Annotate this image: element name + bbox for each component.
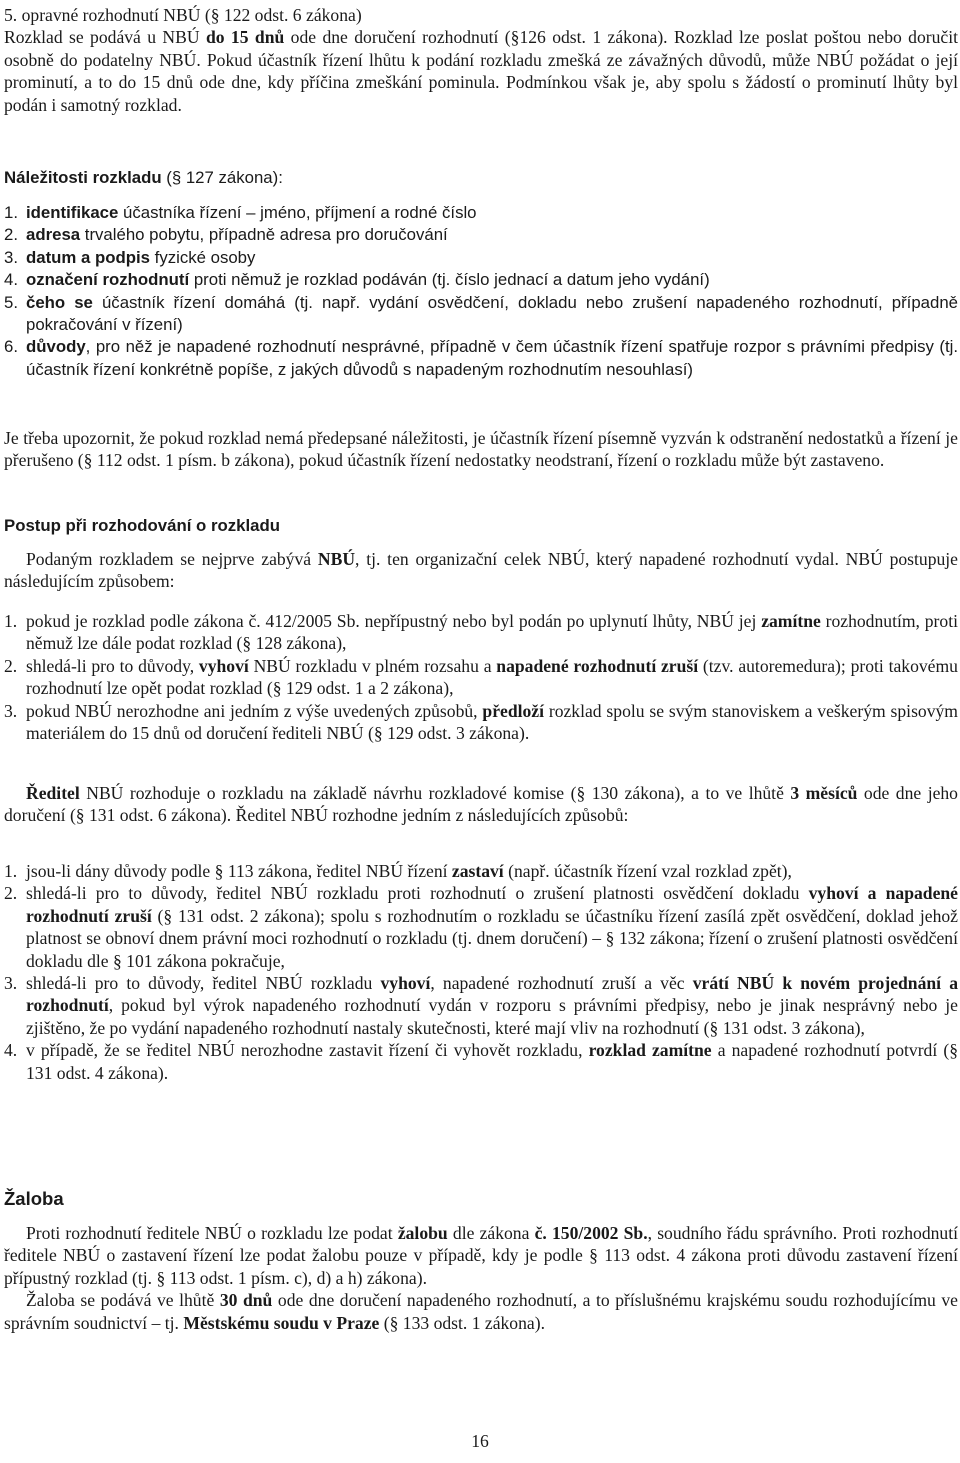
lawsuit-p2-b: 30 dnů — [219, 1290, 273, 1311]
appeal-section — [4, 4, 958, 116]
list-item-text: fyzické osoby — [150, 247, 256, 267]
lawsuit-p2-e: (§ 133 odst. 1 zákona). — [379, 1312, 545, 1333]
appeal-item-title — [4, 4, 958, 26]
list-item-keyword: adresa — [26, 225, 81, 245]
list-item-emphasis: předloží — [482, 700, 544, 721]
lawsuit-p1-d: č. 150/2002 Sb. — [534, 1223, 648, 1243]
list-item-text: jsou-li dány důvody podle § 113 zákona, ředitel NBÚ řízení — [26, 861, 452, 881]
list-item-text: , pro něž je napadené rozhodnutí nesprávné, případně v čem účastník řízení spatřuje rozpor s právními předpisy (tj. účastník řízení konkrétně popíše, z jakých důvodů s napadeným rozhodnutím nesouhlasí) — [26, 337, 958, 379]
procedure-intro-c: , tj. ten organizační celek NBÚ, který napadené rozhodnutí vydal. NBÚ postupuje následujícím způsobem: — [4, 549, 958, 592]
list-item-text: účastník řízení domáhá (tj. např. vydání osvědčení, dokladu nebo zrušení napadeného rozhodnutí, případně pokračování v řízení) — [26, 292, 959, 335]
list-item-text: NBÚ rozkladu v plném rozsahu a — [248, 655, 497, 676]
list-item-text: shledá-li pro to důvody, ředitel NBÚ rozkladu proti rozhodnutí o zrušení platnosti osvědčení dokladu — [26, 883, 809, 904]
procedure-intro-text — [4, 548, 958, 593]
procedure-section — [4, 515, 958, 537]
list-item — [4, 610, 958, 655]
requirements-list — [4, 202, 958, 381]
list-item-number: 2. — [4, 883, 18, 904]
lawsuit-p2-d: Městskému soudu v Praze — [183, 1312, 380, 1333]
list-item-emphasis: vyhoví a napadené rozhodnutí zruší — [26, 883, 958, 926]
procedure-intro — [4, 548, 958, 593]
director-text-d: ode dne jeho doručení (§ 131 odst. 6 zákona). Ředitel NBÚ rozhodne jedním z následujících způsobů: — [4, 783, 958, 826]
requirements-heading-rest: (§ 127 zákona): — [161, 168, 283, 187]
list-item-number: 2. — [4, 655, 18, 676]
requirements-note — [4, 427, 958, 472]
list-item-text: v případě, že se ředitel NBÚ nerozhodne zastavit řízení či vyhovět rozkladu, — [26, 1040, 589, 1061]
director-list — [4, 860, 958, 1084]
list-item-text: (§ 131 odst. 2 zákona); spolu s rozhodnutím o rozkladu se účastníku řízení zasílá zpět osvědčení, doklad jehož platnost se obnoví dnem právní moci rozhodnutí o rozkladu (tj. dnem doručení) – § 132 zákona; řízení o zrušení platnosti osvědčení dokladu dle § 101 zákona pokračuje, — [26, 905, 958, 971]
director-text-b: NBÚ rozhoduje o rozkladu na základě návrhu rozkladové komise (§ 130 zákona), a to ve lhůtě — [79, 783, 791, 803]
appeal-deadline: do 15 dnů — [205, 27, 285, 48]
list-item-keyword: datum a podpis — [26, 247, 150, 267]
list-item-number: 1. — [4, 861, 18, 881]
procedure-list — [4, 610, 958, 744]
requirements-heading — [4, 167, 958, 189]
lawsuit-p1-c: dle zákona — [447, 1223, 535, 1243]
list-item-keyword: důvody — [26, 337, 86, 357]
list-item-text: a napadené rozhodnutí potvrdí (§ 131 odst. 4 zákona). — [26, 1040, 958, 1083]
appeal-paragraph — [4, 26, 958, 116]
list-item — [4, 1039, 958, 1084]
list-item-text: pokud NBÚ nerozhodne ani jedním z výše uvedených způsobů, — [26, 700, 483, 721]
list-item-text: rozhodnutím, proti němuž lze dále podat rozklad (§ 128 zákona), — [26, 611, 958, 654]
list-item-number: 4. — [4, 270, 18, 290]
list-item-number: 3. — [4, 973, 18, 994]
list-item — [4, 224, 958, 246]
lawsuit-p1-a: Proti rozhodnutí ředitele NBÚ o rozkladu lze podat — [26, 1223, 398, 1243]
list-item-emphasis: rozklad zamítne — [588, 1040, 712, 1061]
list-item — [4, 972, 958, 1039]
list-item-text: účastníka řízení – jméno, příjmení a rodné číslo — [118, 203, 477, 222]
list-item-text: pokud je rozklad podle zákona č. 412/2005 Sb. nepřípustný nebo byl podán po uplynutí lhůty, NBÚ jej — [26, 611, 762, 631]
list-item-number: 3. — [4, 700, 18, 721]
director-paragraph — [4, 782, 958, 827]
list-item — [4, 700, 958, 745]
list-item-number: 3. — [4, 247, 18, 267]
requirements-heading-bold: Náležitosti rozkladu — [4, 168, 162, 187]
list-item-text: trvalého pobytu, případně adresa pro doručování — [80, 225, 448, 245]
appeal-text-a: Rozklad se podává u NBÚ — [4, 27, 206, 48]
procedure-intro-a: Podaným rozkladem se nejprve zabývá — [26, 549, 318, 569]
list-item-emphasis: zastaví — [451, 861, 504, 881]
director-word: Ředitel — [26, 783, 80, 803]
lawsuit-paragraph-1 — [4, 1222, 958, 1289]
list-item-number: 1. — [4, 203, 18, 222]
list-item-number: 4. — [4, 1040, 18, 1061]
list-item-emphasis: zamítne — [761, 611, 821, 631]
list-item — [4, 655, 958, 700]
lawsuit-body — [4, 1222, 958, 1334]
procedure-intro-b: NBÚ — [317, 549, 356, 569]
lawsuit-p1-b: žalobu — [397, 1223, 448, 1243]
list-item-text: proti němuž je rozklad podáván (tj. číslo jednací a datum jeho vydání) — [189, 270, 710, 290]
list-item-text: , napadené rozhodnutí zruší a věc — [430, 973, 693, 994]
director-deadline: 3 měsíců — [790, 783, 858, 803]
director-section — [4, 782, 958, 827]
list-item — [4, 247, 958, 269]
list-item-emphasis: vrátí NBÚ k novém projednání a rozhodnutí — [26, 973, 958, 1016]
list-item-text: (např. účastník řízení vzal rozklad zpět), — [503, 861, 792, 881]
list-item — [4, 202, 958, 224]
lawsuit-heading: Žaloba — [4, 1188, 64, 1209]
requirements-note-text: Je třeba upozornit, že pokud rozklad nemá předepsané náležitosti, je účastník řízení písemně vyzván k odstranění nedostatků a řízení je přerušeno (§ 112 odst. 1 písm. b zákona), pokud účastník řízení nedostatky neodstraní, řízení o rozkladu může být zastaveno. — [4, 428, 958, 471]
list-item-emphasis: vyhoví — [380, 973, 431, 994]
list-item-number: 2. — [4, 225, 18, 245]
list-item — [4, 860, 958, 882]
list-item — [4, 336, 958, 381]
list-item-text: (tzv. autoremedura); proti takovému rozhodnutí lze opět podat rozklad (§ 129 odst. 1 a 2 zákona), — [26, 655, 958, 699]
list-item-text: rozklad spolu se svým stanoviskem a veškerým spisovým materiálem do 15 dnů od doručení řediteli NBÚ (§ 129 odst. 3 zákona). — [26, 700, 958, 744]
list-item — [4, 882, 958, 972]
lawsuit-p1-e: , soudního řádu správního. Proti rozhodnutí ředitele NBÚ o zastavení řízení lze podat žalobu pouze v případě, kdy je podle § 113 odst. 4 zákona proti důvodu zastavení řízení přípustný rozklad (tj. § 113 odst. 1 písm. c), d) a h) zákona). — [4, 1223, 958, 1288]
list-item — [4, 269, 958, 291]
lawsuit-p2-a: Žaloba se podává ve lhůtě — [26, 1290, 220, 1311]
list-item — [4, 292, 958, 337]
list-item-keyword: identifikace — [26, 203, 119, 222]
lawsuit-paragraph-2 — [4, 1289, 958, 1334]
list-item-text: shledá-li pro to důvody, ředitel NBÚ rozkladu — [26, 973, 381, 994]
page-number: 16 — [471, 1431, 489, 1451]
appeal-text-c: ode dne doručení rozhodnutí (§126 odst. 1 zákona). Rozklad lze poslat poštou nebo doručit osobně do podatelny NBÚ. Pokud účastník řízení lhůtu k podání rozkladu zmešká ze závažných důvodů, může NBÚ požádat o její prominutí, a to do 15 dnů ode dne, kdy příčina zmeškání pominula. Podmínkou však je, aby spolu s žádostí o prominutí lhůty byl podán i samotný rozklad. — [4, 27, 959, 115]
list-item-number: 1. — [4, 611, 18, 631]
list-item-text: , pokud byl výrok napadeného rozhodnutí vydán v rozporu s právními předpisy, nebo je jinak nesprávný nebo je zjištěno, že po vydání napadeného rozhodnutí nastaly skutečnosti, které mají vliv na rozhodnutí (§ 131 odst. 3 zákona), — [26, 995, 958, 1038]
list-item-text: shledá-li pro to důvody, — [26, 655, 199, 676]
list-item-keyword: čeho se — [26, 292, 93, 312]
procedure-heading: Postup při rozhodování o rozkladu — [4, 516, 280, 535]
lawsuit-p2-c: ode dne doručení napadeného rozhodnutí, a to příslušnému krajskému soudu rozhodujícímu ve správním soudnictví – tj. — [4, 1290, 958, 1333]
appeal-item-number: 5. — [4, 5, 18, 25]
list-item-number: 5. — [4, 292, 18, 312]
list-item-number: 6. — [4, 337, 18, 357]
requirements-section — [4, 167, 958, 189]
lawsuit-section — [4, 1188, 958, 1210]
list-item-emphasis: vyhoví — [198, 655, 249, 676]
list-item-emphasis: napadené rozhodnutí zruší — [496, 655, 699, 676]
list-item-keyword: označení rozhodnutí — [26, 270, 190, 290]
appeal-item-text: opravné rozhodnutí NBÚ (§ 122 odst. 6 zákona) — [21, 5, 362, 25]
